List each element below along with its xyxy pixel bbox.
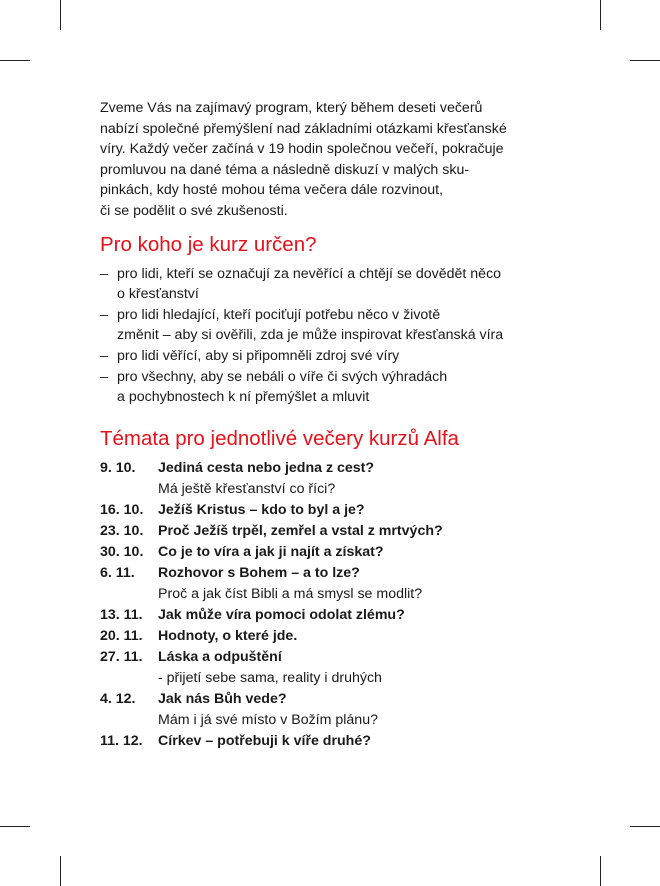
topic-date: 9. 10. [100,460,136,476]
topic-row [100,521,570,542]
topic-subtitle: Má ještě křesťanství co říci? [158,481,336,497]
who-item-line: pro lidi, kteří se označují za nevěřící a chtějí se dovědět něco [117,266,502,282]
intro-line: pinkách, kdy hosté mohou téma večera dále rozvinout, [100,182,444,198]
topic-subtitle: - přijetí sebe sama, reality i druhých [158,670,382,686]
topic-date: 4. 12. [100,691,136,707]
topic-title: Církev – potřebuji k víře druhé? [158,733,371,749]
topic-title: Hodnoty, o které jde. [158,628,298,644]
crop-mark [60,856,61,886]
who-heading: Pro koho je kurz určen? [100,233,317,256]
topic-subtitle: Proč a jak číst Bibli a má smysl se modlit? [158,586,423,602]
crop-mark [0,826,30,827]
topics-heading: Témata pro jednotlivé večery kurzů Alfa [100,427,459,450]
intro-line: promluvou na dané téma a následně diskuzí v malých sku- [100,161,470,178]
who-item [100,305,570,345]
topic-date: 6. 11. [100,565,135,581]
topic-row [100,605,570,626]
topics-list [100,458,570,752]
topic-row [100,458,570,500]
topic-date: 16. 10. [100,502,144,518]
who-item-line: změnit – aby si ověřili, zda je může inspirovat křesťanská víra [117,327,504,343]
crop-mark [0,60,30,61]
crop-mark [600,856,601,886]
crop-mark [630,826,660,827]
topic-row [100,689,570,731]
who-item-line: pro lidi věřící, aby si připomněli zdroj své víry [117,348,400,364]
who-item [100,346,570,366]
crop-mark [60,0,61,30]
topic-title: Co je to víra a jak ji najít a získat? [158,544,384,560]
topic-title: Jediná cesta nebo jedna z cest? [158,460,375,476]
topic-title: Proč Ježíš trpěl, zemřel a vstal z mrtvých? [158,523,443,539]
topic-title: Jak nás Bůh vede? [158,691,287,707]
who-list [100,264,570,408]
intro-line: nabízí společné přemýšlení nad základními otázkami křesťanské [100,120,507,137]
topic-row [100,731,570,752]
topic-subtitle: Mám i já své místo v Božím plánu? [158,712,378,728]
who-item-line: o křesťanství [117,286,199,302]
who-item-line: pro všechny, aby se nebáli o víře či svých výhradách [117,369,448,385]
topic-row [100,647,570,689]
topic-row [100,626,570,647]
topic-row [100,542,570,563]
topic-date: 30. 10. [100,544,144,560]
topic-title: Ježíš Kristus – kdo to byl a je? [158,502,365,518]
dash-bullet: – [100,348,108,364]
topic-date: 11. 12. [100,733,143,749]
topic-title: Láska a odpuštění [158,649,282,665]
crop-mark [630,60,660,61]
dash-bullet: – [100,369,108,385]
page-content [100,98,570,749]
topic-title: Rozhovor s Bohem – a to lze? [158,565,360,581]
intro-line: Zveme Vás na zajímavý program, který během deseti večerů [100,100,483,116]
topic-date: 13. 11. [100,607,143,623]
topic-row [100,500,570,521]
topic-date: 23. 10. [100,523,144,539]
intro-line: či se podělit o své zkušenosti. [100,202,288,219]
dash-bullet: – [100,307,108,323]
who-item-line: pro lidi hledající, kteří pociťují potřebu něco v životě [117,307,441,323]
topic-row [100,563,570,605]
topic-title: Jak může víra pomoci odolat zlému? [158,607,405,623]
intro-paragraph [100,98,570,221]
who-item-line: a pochybnostech k ní přemýšlet a mluvit [117,389,370,405]
intro-line: víry. Každý večer začíná v 19 hodin společnou večeří, pokračuje [100,141,504,157]
dash-bullet: – [100,266,108,282]
who-item [100,264,570,304]
topic-date: 27. 11. [100,649,143,665]
topic-date: 20. 11. [100,628,143,644]
who-item [100,367,570,407]
crop-mark [600,0,601,30]
